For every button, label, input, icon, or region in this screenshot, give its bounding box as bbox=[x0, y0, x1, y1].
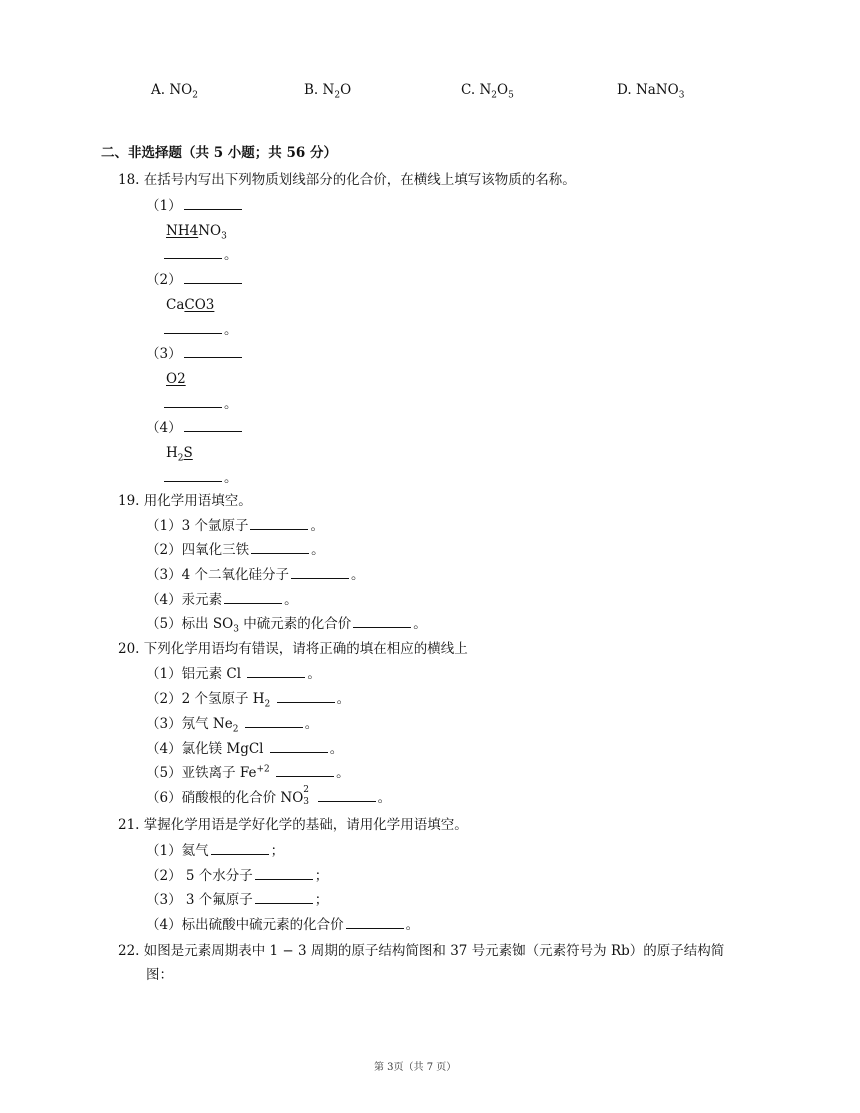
q18-item-1-num: （1） bbox=[146, 197, 244, 215]
q18-item-2-num: （2） bbox=[146, 271, 244, 289]
answer-blank[interactable] bbox=[291, 566, 349, 579]
question-20-stem: 20. 下列化学用语均有错误，请将正确的填在相应的横线上 bbox=[118, 641, 468, 657]
q20-item-6: （6）硝酸根的化合价 NO 2 3 。 bbox=[146, 784, 392, 807]
q18-item-1-formula: $NH4NO_3$ bbox=[166, 223, 227, 242]
question-22-line-2: 图： bbox=[146, 967, 173, 983]
answer-blank[interactable] bbox=[164, 395, 222, 408]
q21-item-1: （1）氦气 ； bbox=[146, 843, 285, 859]
q18-item-4-num: （4） bbox=[146, 419, 244, 437]
answer-blank[interactable] bbox=[250, 517, 308, 530]
option-d: D. NaNO$_3$ bbox=[617, 82, 685, 101]
answer-blank[interactable] bbox=[164, 469, 222, 482]
answer-blank[interactable] bbox=[184, 345, 242, 358]
q20-item-2: （2）2 个氢原子 $H_2$ 。 bbox=[146, 691, 351, 710]
q19-item-2: （2）四氧化三铁 。 bbox=[146, 542, 325, 558]
answer-blank[interactable] bbox=[184, 197, 242, 210]
question-19-stem: 19. 用化学用语填空。 bbox=[118, 493, 252, 509]
answer-blank[interactable] bbox=[318, 789, 376, 802]
q18-item-3-num: （3） bbox=[146, 345, 244, 363]
q18-item-1-name: 。 bbox=[162, 246, 238, 264]
section-title: 二、非选择题（共 5 小题；共 56 分） bbox=[101, 145, 337, 161]
q19-item-5: （5）标出 $SO_3$ 中硫元素的化合价 。 bbox=[146, 616, 427, 635]
q20-item-3: （3）氖气 $Ne_2$ 。 bbox=[146, 716, 319, 735]
q19-item-4: （4）汞元素 。 bbox=[146, 592, 298, 608]
answer-blank[interactable] bbox=[251, 541, 309, 554]
q18-item-4-name: 。 bbox=[162, 469, 238, 487]
answer-blank[interactable] bbox=[346, 916, 404, 929]
q18-item-2-name: 。 bbox=[162, 321, 238, 339]
answer-blank[interactable] bbox=[184, 419, 242, 432]
q18-item-3-formula: O2 bbox=[166, 371, 186, 387]
q21-item-4: （4）标出硫酸中硫元素的化合价 。 bbox=[146, 917, 420, 933]
option-c: C. $N_2O_5$ bbox=[461, 82, 514, 101]
q21-item-3: （3） 3 个氟原子 ； bbox=[146, 892, 329, 908]
q20-item-1: （1）铝元素 Cl 。 bbox=[146, 666, 321, 682]
question-22-line-1: 22. 如图是元素周期表中 1 − 3 周期的原子结构简图和 37 号元素铷（元素符号为 Rb）的原子结构简 bbox=[118, 943, 725, 959]
answer-blank[interactable] bbox=[211, 842, 269, 855]
answer-blank[interactable] bbox=[255, 867, 313, 880]
answer-blank[interactable] bbox=[164, 321, 222, 334]
q18-item-4-formula: $H_2S$ bbox=[166, 445, 193, 464]
q19-item-1: （1）3 个氩原子 。 bbox=[146, 518, 324, 534]
option-a: A. $NO_2$ bbox=[151, 82, 198, 101]
q19-item-3: （3）4 个二氧化硅分子 。 bbox=[146, 567, 365, 583]
question-18-stem: 18. 在括号内写出下列物质划线部分的化合价，在横线上填写该物质的名称。 bbox=[118, 172, 576, 188]
answer-blank[interactable] bbox=[353, 615, 411, 628]
answer-blank[interactable] bbox=[276, 764, 334, 777]
question-21-stem: 21. 掌握化学用语是学好化学的基础，请用化学用语填空。 bbox=[118, 817, 468, 833]
page-footer: 第 3页（共 7 页） bbox=[374, 1062, 457, 1073]
option-b: B. $N_2O$ bbox=[304, 82, 352, 101]
q21-item-2: （2） 5 个水分子 ； bbox=[146, 868, 329, 884]
answer-blank[interactable] bbox=[247, 665, 305, 678]
answer-blank[interactable] bbox=[184, 271, 242, 284]
q18-item-2-formula: CaCO3 bbox=[166, 297, 215, 313]
answer-blank[interactable] bbox=[270, 740, 328, 753]
answer-blank[interactable] bbox=[245, 715, 303, 728]
q20-item-5: （5）亚铁离子 $Fe^{+2}$ 。 bbox=[146, 764, 350, 781]
q20-item-4: （4）氯化镁 MgCl 。 bbox=[146, 741, 344, 757]
answer-blank[interactable] bbox=[277, 690, 335, 703]
answer-blank[interactable] bbox=[164, 246, 222, 259]
q18-item-3-name: 。 bbox=[162, 395, 238, 413]
answer-blank[interactable] bbox=[255, 891, 313, 904]
answer-blank[interactable] bbox=[224, 591, 282, 604]
